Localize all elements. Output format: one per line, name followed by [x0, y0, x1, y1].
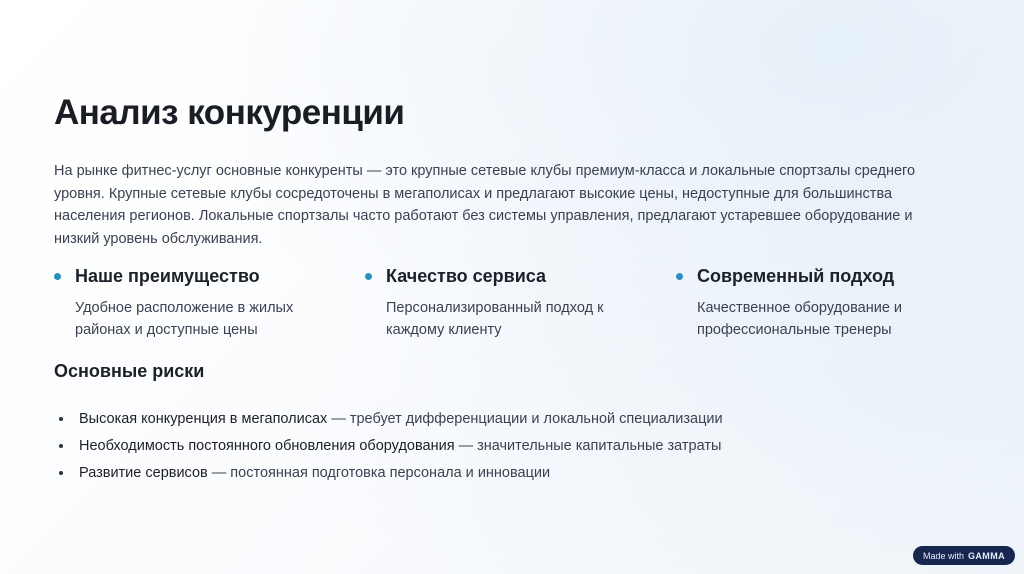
feature-title: Современный подход — [697, 266, 895, 286]
feature-description: Удобное расположение в жилых районах и доступные цены — [75, 300, 294, 338]
bullet-icon — [59, 444, 63, 448]
risk-item-bold: Высокая конкуренция в мегаполисах — [79, 410, 328, 427]
bullet-dot-icon — [54, 273, 61, 280]
made-with-gamma-badge[interactable] — [913, 546, 1015, 565]
risk-item-text: — значительные капитальные затраты — [454, 437, 722, 454]
intro-paragraph: На рынке фитнес-услуг основные конкуренты — это крупные сетевые клубы премиум-класса и локальные спортзалы среднего уровня. Крупные сетевые клубы сосредоточены в мегаполисах и предлагают высокие цены, недоступные для большинства населения регионов. Локальные спортзалы часто работают без системы управления, предлагают устаревшее оборудование и низкий уровень обслуживания. — [54, 163, 916, 247]
risk-item — [54, 432, 954, 459]
feature-header — [365, 263, 645, 289]
feature-description: Персонализированный подход к каждому клиенту — [386, 300, 604, 338]
feature-title: Наше преимущество — [75, 266, 260, 286]
feature-header — [676, 263, 956, 289]
features-row — [54, 263, 994, 353]
feature-header — [54, 263, 334, 289]
risk-item-bold: Развитие сервисов — [79, 464, 208, 481]
risk-item-text: — постоянная подготовка персонала и инновации — [207, 464, 551, 481]
bullet-icon — [59, 471, 63, 475]
bullet-dot-icon — [676, 273, 683, 280]
risk-item-bold: Необходимость постоянного обновления оборудования — [79, 437, 455, 454]
feature-advantage — [54, 263, 334, 341]
risk-item — [54, 405, 954, 432]
feature-modern-approach — [676, 263, 956, 341]
risks-list — [54, 405, 954, 486]
risk-item-text: — требует дифференциации и локальной специализации — [327, 410, 723, 427]
gamma-logo: GAMMA — [968, 550, 1005, 561]
bullet-dot-icon — [365, 273, 372, 280]
risks-heading: Основные риски — [54, 361, 205, 381]
badge-prefix: Made with — [922, 550, 964, 561]
feature-description: Качественное оборудование и профессиональные тренеры — [697, 300, 903, 338]
feature-title: Качество сервиса — [386, 266, 547, 286]
feature-service-quality — [365, 263, 645, 341]
page-title: Анализ конкуренции — [54, 93, 405, 132]
bullet-icon — [59, 417, 63, 421]
risk-item — [54, 459, 954, 486]
